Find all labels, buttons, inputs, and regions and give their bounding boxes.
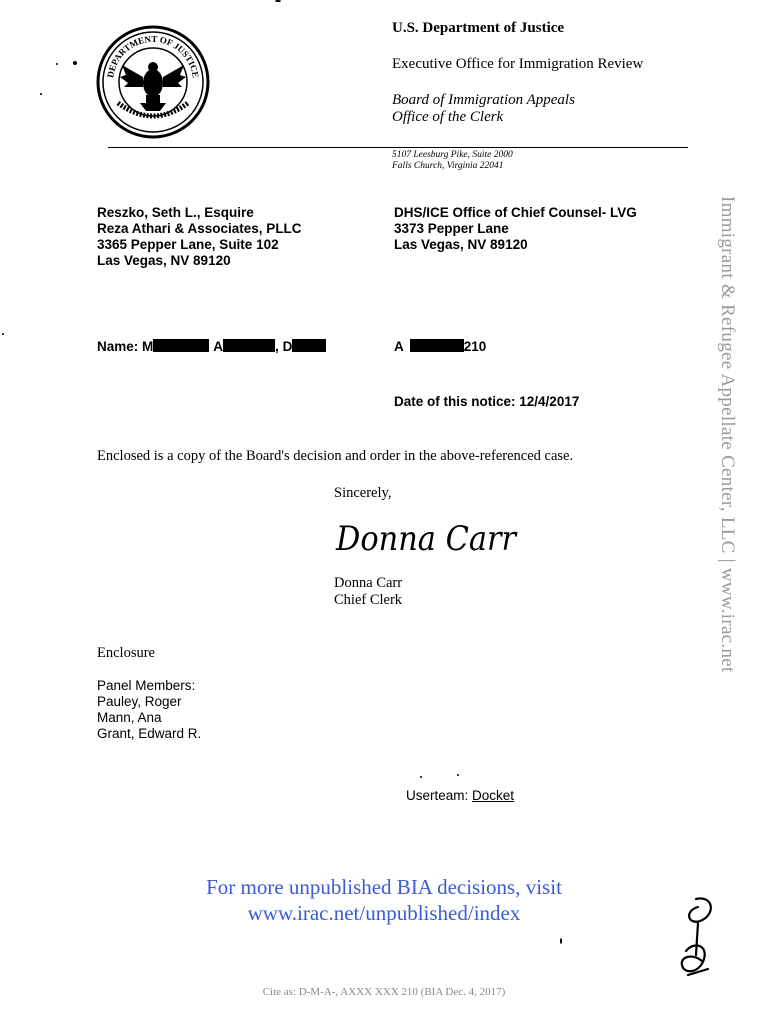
handwritten-mark xyxy=(674,893,724,983)
name-initial-1: M xyxy=(142,339,154,354)
redaction-bar xyxy=(153,339,209,352)
redaction-bar xyxy=(410,339,464,352)
recipient-address-right xyxy=(394,205,637,253)
office-address xyxy=(392,150,513,172)
scan-speck xyxy=(457,774,459,776)
signer-name: Donna Carr xyxy=(334,575,403,591)
agency-name: U.S. Department of Justice xyxy=(392,20,565,36)
signer-title: Chief Clerk xyxy=(334,592,403,608)
alien-number-line xyxy=(394,339,486,354)
scan-speck xyxy=(2,333,4,335)
notice-date-value: 12/4/2017 xyxy=(519,394,580,409)
recipient-left-line-2: Reza Athari & Associates, PLLC xyxy=(97,221,302,236)
recipient-right-line-3: Las Vegas, NV 89120 xyxy=(394,237,528,252)
office-address-line-2: Falls Church, Virginia 22041 xyxy=(392,161,504,171)
docket-link[interactable]: Docket xyxy=(472,788,515,803)
closing: Sincerely, xyxy=(334,485,392,501)
name-initial-2: A xyxy=(213,339,224,354)
panel-members xyxy=(97,678,201,742)
office-address-line-1: 5107 Leesburg Pike, Suite 2000 xyxy=(392,150,513,160)
name-label: Name: xyxy=(97,339,139,354)
recipient-address-left xyxy=(97,205,302,269)
panel-member: Pauley, Roger xyxy=(97,694,182,709)
signature-image xyxy=(334,512,520,562)
userteam-label: Userteam: xyxy=(406,788,469,803)
footer-promo-link[interactable]: www.irac.net/unpublished/index xyxy=(247,901,521,925)
doj-seal-logo xyxy=(96,25,210,139)
watermark xyxy=(716,196,746,826)
recipient-left-line-1: Reszko, Seth L., Esquire xyxy=(97,205,254,220)
scan-speck xyxy=(73,61,77,65)
name-separator: , xyxy=(275,339,279,354)
recipient-left-line-3: 3365 Pepper Lane, Suite 102 xyxy=(97,237,279,252)
signer-block xyxy=(334,575,402,609)
name-initial-3: D xyxy=(282,339,293,354)
redaction-bar xyxy=(223,339,275,352)
svg-text:Donna Carr: Donna Carr xyxy=(335,519,518,559)
notice-date-label: Date of this notice: xyxy=(394,394,516,409)
recipient-right-line-1: DHS/ICE Office of Chief Counsel- LVG xyxy=(394,205,637,220)
notice-date-line xyxy=(394,394,579,409)
footer-promo-line-1: For more unpublished BIA decisions, visit xyxy=(206,875,562,899)
anum-prefix: A xyxy=(394,339,404,354)
board-line-1: Board of Immigration Appeals xyxy=(392,92,575,108)
citation-footer: Cite as: D-M-A-, AXXX XXX 210 (BIA Dec. 4, 2017) xyxy=(262,986,506,998)
anum-suffix: 210 xyxy=(463,339,487,354)
panel-member: Grant, Edward R. xyxy=(97,726,202,741)
panel-member: Mann, Ana xyxy=(97,710,162,725)
office-name: Executive Office for Immigration Review xyxy=(392,56,644,72)
header-divider xyxy=(108,147,688,148)
watermark-text: Immigrant & Refugee Appellate Center, LLC | www.irac.net xyxy=(717,196,738,673)
userteam-line xyxy=(406,788,514,803)
board-name xyxy=(392,92,575,126)
footer-promo xyxy=(0,874,768,926)
enclosed-statement: Enclosed is a copy of the Board's decision and order in the above-referenced case. xyxy=(97,448,574,464)
scan-speck xyxy=(56,63,58,65)
redaction-bar xyxy=(292,339,326,352)
board-line-2: Office of the Clerk xyxy=(392,109,504,125)
panel-heading: Panel Members: xyxy=(97,678,196,693)
scan-speck xyxy=(40,93,42,95)
recipient-right-line-2: 3373 Pepper Lane xyxy=(394,221,509,236)
scan-speck xyxy=(275,0,281,2)
seal-text: DEPARTMENT OF JUSTICE xyxy=(105,33,201,79)
enclosure-label: Enclosure xyxy=(97,645,155,661)
recipient-left-line-4: Las Vegas, NV 89120 xyxy=(97,253,231,268)
case-name-line xyxy=(97,339,326,354)
scan-speck xyxy=(420,776,422,778)
scan-speck xyxy=(560,938,562,944)
